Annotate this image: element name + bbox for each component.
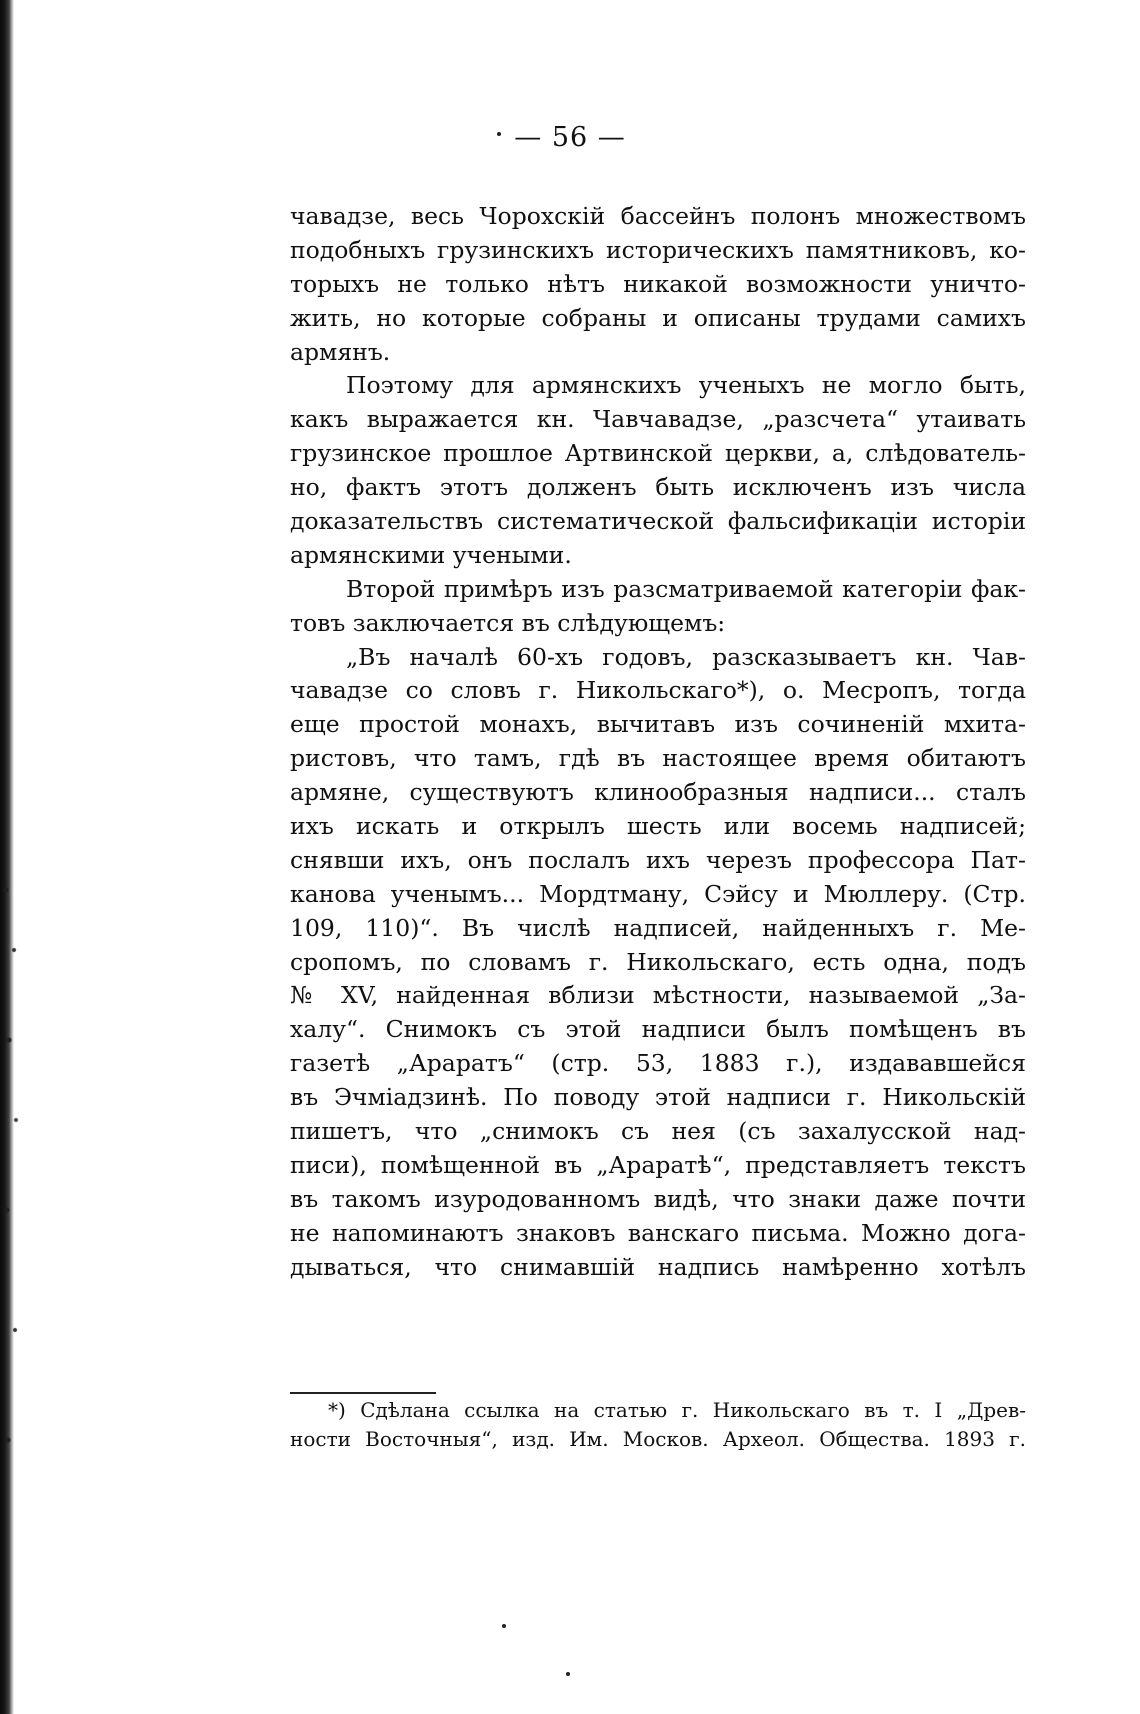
body-line: Второй примѣръ изъ разсматриваемой категоріи фак-: [346, 574, 1026, 603]
body-line: армяне, существуютъ клинообразныя надписи... сталъ: [290, 778, 1026, 807]
body-line: чавадзе со словъ г. Никольскаго*), о. Месропъ, тогда: [290, 676, 1026, 705]
body-line: какъ выражается кн. Чавчавадзе, „разсчета“ утаивать: [290, 405, 1026, 434]
body-line: писи), помѣщенной въ „Араратѣ“, представляетъ текстъ: [290, 1150, 1026, 1179]
body-line: торыхъ не только нѣтъ никакой возможности уничто-: [290, 269, 1026, 298]
body-line: но, фактъ этотъ долженъ быть исключенъ изъ числа: [290, 473, 1026, 502]
body-line: „Въ началѣ 60-хъ годовъ, разсказываетъ кн. Чав-: [346, 642, 1026, 671]
scan-dust: [502, 1624, 506, 1628]
body-line: канова ученымъ... Мордтману, Сэйсу и Мюллеру. (Стр.: [290, 879, 1026, 908]
body-line: армянъ.: [290, 337, 391, 366]
footnote-line: ности Восточныя“, изд. Им. Москов. Археол. Общества. 1893 г.: [290, 1427, 1026, 1451]
body-line: доказательствъ систематической фальсификаціи исторіи: [290, 507, 1026, 536]
body-line: газетѣ „Араратъ“ (стр. 53, 1883 г.), издававшейся: [290, 1049, 1026, 1078]
body-line: подобныхъ грузинскихъ историческихъ памятниковъ, ко-: [290, 235, 1026, 264]
body-line: Поэтому для армянскихъ ученыхъ не могло быть,: [346, 371, 1026, 400]
body-line: дываться, что снимавшій надпись намѣренно хотѣлъ: [290, 1252, 1026, 1281]
body-line: № XV, найденная вблизи мѣстности, называемой „За-: [290, 981, 1026, 1010]
body-line: сропомъ, по словамъ г. Никольскаго, есть одна, подъ: [290, 947, 1026, 976]
body-line: халу“. Снимокъ съ этой надписи былъ помѣщенъ въ: [290, 1015, 1026, 1044]
body-line: чавадзе, весь Чорохскій бассейнъ полонъ множествомъ: [290, 202, 1026, 230]
footnote-divider: [290, 1392, 436, 1394]
body-line: армянскими учеными.: [290, 540, 572, 569]
body-line: 109, 110)“. Въ числѣ надписей, найденныхъ г. Ме-: [290, 913, 1026, 942]
body-line: еще простой монахъ, вычитавъ изъ сочиненій мхита-: [290, 710, 1026, 739]
body-line: ристовъ, что тамъ, гдѣ въ настоящее время обитаютъ: [290, 744, 1026, 773]
body-line: жить, но которые собраны и описаны трудами самихъ: [290, 303, 1026, 332]
body-line: грузинское прошлое Артвинской церкви, а, слѣдователь-: [290, 439, 1026, 468]
page-number: — 56 —: [514, 122, 626, 153]
body-line: пишетъ, что „снимокъ съ нея (съ захалусской над-: [290, 1117, 1026, 1146]
body-text: [290, 200, 1026, 1285]
footnote: [290, 1396, 1026, 1454]
body-line: въ такомъ изуродованномъ видѣ, что знаки даже почти: [290, 1184, 1026, 1213]
body-line: товъ заключается въ слѣдующемъ:: [290, 608, 726, 637]
scan-speckle: [0, 860, 22, 1560]
body-line: не напоминаютъ знаковъ ванскаго письма. Можно дога-: [290, 1218, 1026, 1247]
body-line: ихъ искать и открылъ шесть или восемь надписей;: [290, 812, 1026, 841]
scan-dust: [566, 1672, 570, 1676]
body-line: въ Эчміадзинѣ. По поводу этой надписи г. Никольскій: [290, 1083, 1026, 1112]
body-line: снявши ихъ, онъ послалъ ихъ черезъ профессора Пат-: [290, 845, 1026, 874]
footnote-line: *) Сдѣлана ссылка на статью г. Никольскаго въ т. I „Древ-: [328, 1398, 1026, 1422]
